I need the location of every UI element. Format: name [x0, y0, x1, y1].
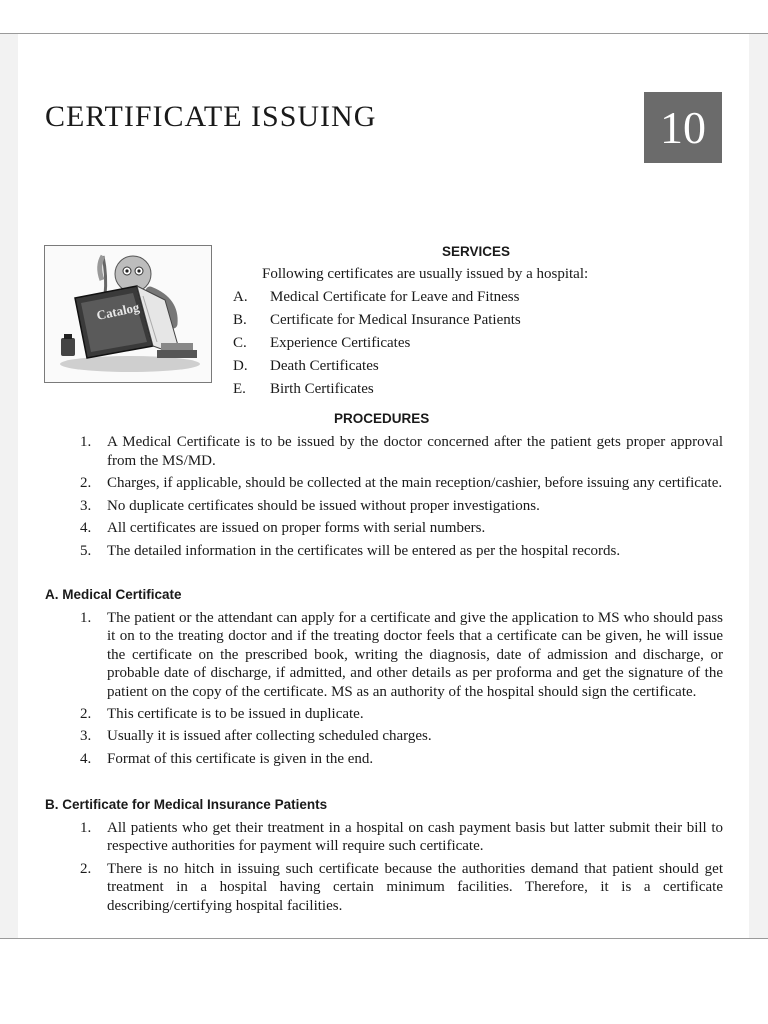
list-item-text: Format of this certificate is given in the end.: [107, 750, 374, 767]
list-item: [80, 519, 723, 538]
list-item-letter: B.: [233, 312, 247, 328]
list-item-text: Experience Certificates: [270, 335, 411, 351]
list-item-text: A Medical Certificate is to be issued by the doctor concerned after the patient gets proper approval from the MS/MD.: [107, 434, 723, 469]
procedures-heading: PROCEDURES: [334, 411, 430, 426]
list-item-number: 4.: [80, 750, 92, 767]
list-item-number: 1.: [80, 434, 92, 450]
list-item: [80, 497, 723, 516]
list-item: [233, 289, 521, 312]
section-a-heading: A. Medical Certificate: [45, 587, 182, 602]
list-item: [80, 542, 723, 561]
section-b-list: [80, 819, 723, 919]
list-item: [80, 705, 723, 723]
page-margin-right: [749, 34, 768, 938]
list-item-text: Usually it is issued after collecting scheduled charges.: [107, 728, 432, 745]
list-item-number: 3.: [80, 497, 92, 514]
list-item-text: There is no hitch in issuing such certificate because the authorities demand that patient should get treatment in a hospital having certain minimum facilities. Therefore, it is a certificate describing/certifying hospital facilities.: [107, 860, 723, 914]
section-a-list: [80, 609, 723, 772]
list-item-letter: A.: [233, 289, 248, 305]
list-item: [80, 860, 723, 915]
list-item: [233, 335, 521, 358]
list-item-number: 1.: [80, 820, 92, 836]
list-item-number: 2.: [80, 475, 92, 491]
list-item: [80, 727, 723, 745]
list-item-number: 2.: [80, 706, 92, 723]
reading-person-icon: [45, 246, 211, 382]
list-item-text: The patient or the attendant can apply for a certificate and give the application to MS who should pass it on to the treating doctor and if the treating doctor feels that a certificate can be given, he will issue the certificate on the prescribed book, writing the diagnosis, date of admission and discharge, or probable date of discharge, if admitted, and other details as per proforma and get the signature of the patient on the copy of the certificate. MS as an authority of the hospital should sign the certificate.: [107, 610, 723, 700]
list-item-text: Birth Certificates: [270, 381, 374, 397]
list-item: [80, 750, 723, 768]
list-item-text: All certificates are issued on proper forms with serial numbers.: [107, 520, 486, 536]
list-item-text: This certificate is to be issued in duplicate.: [107, 706, 364, 723]
list-item: [80, 819, 723, 856]
services-intro: Following certificates are usually issued by a hospital:: [262, 266, 589, 282]
list-item-number: 3.: [80, 728, 92, 745]
list-item-number: 1.: [80, 610, 92, 626]
list-item-letter: E.: [233, 381, 246, 397]
catalog-illustration: [44, 245, 212, 383]
list-item-number: 5.: [80, 542, 92, 559]
book-label: Catalog: [95, 299, 141, 323]
page-bottom-border: [0, 938, 768, 939]
list-item-text: Certificate for Medical Insurance Patients: [270, 312, 521, 328]
list-item: [80, 433, 723, 470]
procedures-list: [80, 433, 723, 564]
list-item: [80, 474, 723, 493]
list-item-letter: D.: [233, 358, 248, 374]
services-heading: SERVICES: [442, 244, 511, 259]
services-list: [233, 289, 521, 404]
list-item-letter: C.: [233, 335, 247, 351]
list-item-number: 4.: [80, 520, 92, 536]
list-item-text: All patients who get their treatment in a hospital on cash payment basis but latter submit their bill to respective authorities for payment will require such certificate.: [107, 820, 723, 855]
list-item-text: No duplicate certificates should be issued without proper investigations.: [107, 497, 540, 514]
list-item: [233, 358, 521, 381]
section-b-heading: B. Certificate for Medical Insurance Patients: [45, 797, 328, 812]
list-item: [80, 609, 723, 701]
list-item-text: Charges, if applicable, should be collected at the main reception/cashier, before issuing any certificate.: [107, 475, 723, 491]
list-item-text: Death Certificates: [270, 358, 379, 374]
list-item: [233, 312, 521, 335]
list-item-number: 2.: [80, 860, 92, 877]
page-margin-left: [0, 34, 18, 938]
list-item-text: Medical Certificate for Leave and Fitness: [270, 289, 520, 305]
list-item: [233, 381, 521, 404]
chapter-title: CERTIFICATE ISSUING: [45, 100, 377, 133]
list-item-text: The detailed information in the certificates will be entered as per the hospital records.: [107, 542, 621, 559]
chapter-number-badge: 10: [644, 92, 722, 163]
